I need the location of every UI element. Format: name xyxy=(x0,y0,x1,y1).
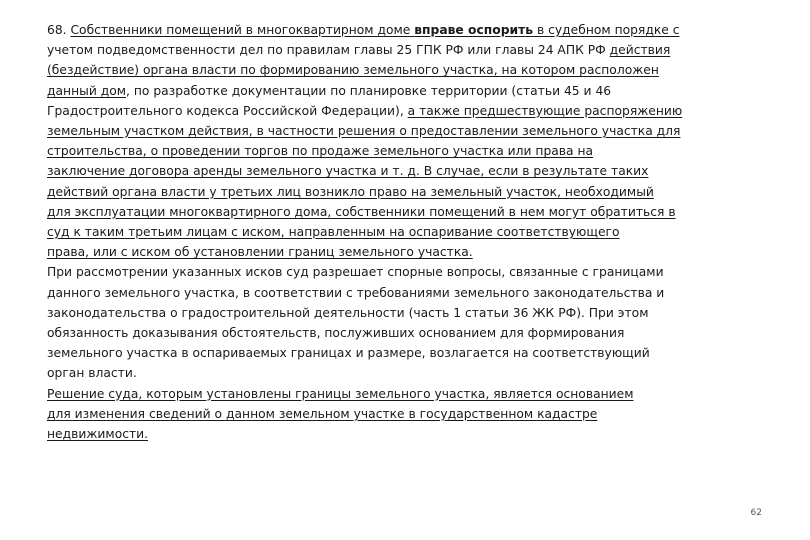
text-segment: обязанность доказывания обстоятельств, послуживших основанием для формирования xyxy=(47,326,625,341)
text-line xyxy=(47,141,772,161)
text-segment: 68. xyxy=(47,23,71,37)
text-line xyxy=(47,60,772,80)
paragraph-2 xyxy=(47,262,772,383)
text-segment: действия xyxy=(609,43,671,58)
text-segment: недвижимости. xyxy=(47,427,149,442)
text-line xyxy=(47,182,772,202)
text-line xyxy=(47,404,772,424)
text-segment: заключение договора аренды земельного участка и т. д. В случае, если в результате таких xyxy=(47,164,649,179)
text-segment: учетом подведомственности дел по правилам главы 25 ГПК РФ или главы 24 АПК РФ xyxy=(47,43,610,58)
text-block xyxy=(47,20,772,444)
paragraph-1 xyxy=(47,20,772,262)
text-line xyxy=(47,202,772,222)
text-line xyxy=(47,384,772,404)
text-segment: данного земельного участка, в соответствии с требованиями земельного законодательства и xyxy=(47,285,665,300)
text-line xyxy=(47,424,772,444)
text-segment: вправе оспорить xyxy=(414,23,534,37)
paragraph-3 xyxy=(47,384,772,445)
text-segment: для эксплуатации многоквартирного дома, собственники помещений в нем могут обратиться в xyxy=(47,204,676,219)
text-segment: Собственники помещений в многоквартирном доме xyxy=(70,23,415,37)
text-line xyxy=(47,262,772,282)
text-segment: земельного участка в оспариваемых границах и размере, возлагается на соответствующий xyxy=(47,346,650,361)
text-segment: для изменения сведений о данном земельном участке в государственном кадастре xyxy=(47,406,598,421)
text-line xyxy=(47,121,772,141)
text-line xyxy=(47,242,772,262)
text-segment: Решение суда, которым установлены границы земельного участка, является основанием xyxy=(47,386,634,401)
text-segment: данный дом xyxy=(47,83,127,98)
text-segment: действий органа власти у третьих лиц возникло право на земельный участок, необходимый xyxy=(47,184,654,199)
text-segment: строительства, о проведении торгов по продаже земельного участка или права на xyxy=(47,144,594,159)
text-line xyxy=(47,283,772,303)
text-segment: законодательства о градостроительной деятельности (часть 1 статьи 36 ЖК РФ). При этом xyxy=(47,305,649,320)
text-line xyxy=(47,20,772,40)
text-segment: права, или с иском об установлении границ земельного участка. xyxy=(47,245,473,260)
page-number: 62 xyxy=(750,508,762,518)
text-line xyxy=(47,303,772,323)
text-line xyxy=(47,323,772,343)
text-line xyxy=(47,40,772,60)
text-line xyxy=(47,222,772,242)
text-segment: При рассмотрении указанных исков суд разрешает спорные вопросы, связанные с границами xyxy=(47,265,664,280)
text-line xyxy=(47,161,772,181)
text-segment: , по разработке документации по планировке территории (статьи 45 и 46 xyxy=(126,83,612,98)
text-segment: а также предшествующие распоряжению xyxy=(407,103,683,118)
text-line xyxy=(47,81,772,101)
text-segment: орган власти. xyxy=(47,366,137,381)
text-segment: (бездействие) органа власти по формированию земельного участка, на котором расположен xyxy=(47,63,659,78)
text-segment: в судебном порядке с xyxy=(533,23,680,37)
text-line xyxy=(47,101,772,121)
text-line xyxy=(47,343,772,363)
text-line xyxy=(47,363,772,383)
text-segment: земельным участком действия, в частности решения о предоставлении земельного участка для xyxy=(47,124,681,139)
text-segment: суд к таким третьим лицам с иском, направленным на оспаривание соответствующего xyxy=(47,225,620,240)
text-segment: Градостроительного кодекса Российской Федерации), xyxy=(47,103,408,118)
